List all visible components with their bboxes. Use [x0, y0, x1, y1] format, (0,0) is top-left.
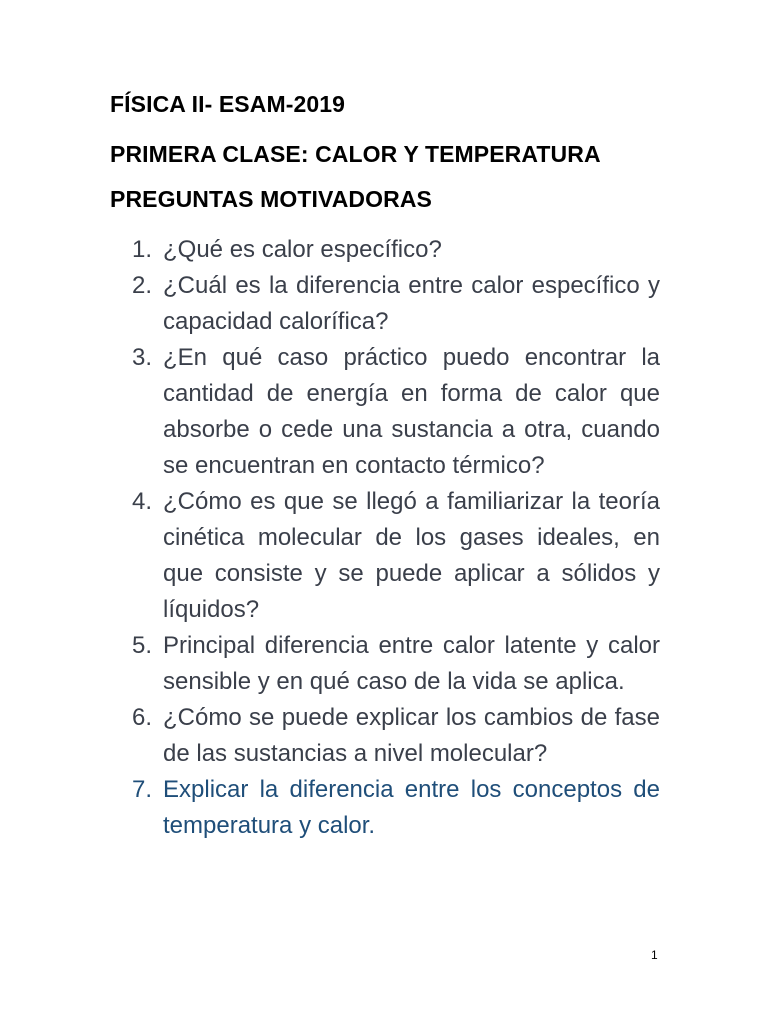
- question-number: 3.: [132, 344, 153, 371]
- question-number: 7.: [132, 776, 153, 803]
- question-text: ¿Cómo es que se llegó a familiarizar la teoría cinética molecular de los gases ideales, en que consiste y se puede aplicar a sólidos y líquidos?: [163, 488, 660, 623]
- question-number: 5.: [132, 632, 153, 659]
- document-title: FÍSICA II- ESAM-2019: [110, 91, 346, 117]
- question-text: ¿En qué caso práctico puedo encontrar la cantidad de energía en forma de calor que absorbe o cede una sustancia a otra, cuando se encuentran en contacto térmico?: [163, 344, 660, 479]
- page-number: 1: [651, 948, 658, 962]
- section-heading: PREGUNTAS MOTIVADORAS: [110, 186, 432, 212]
- question-list: [120, 232, 660, 844]
- question-number: 1.: [132, 236, 153, 263]
- question-number: 6.: [132, 704, 153, 731]
- question-text: ¿Cómo se puede explicar los cambios de fase de las sustancias a nivel molecular?: [163, 704, 660, 767]
- question-item-7: [120, 772, 660, 844]
- question-text: Explicar la diferencia entre los conceptos de temperatura y calor.: [163, 776, 660, 839]
- question-item-3: [120, 340, 660, 484]
- question-item-2: [120, 268, 660, 340]
- question-item-5: [120, 628, 660, 700]
- question-text: ¿Cuál es la diferencia entre calor específico y capacidad calorífica?: [163, 272, 660, 335]
- question-item-6: [120, 700, 660, 772]
- question-number: 2.: [132, 272, 153, 299]
- question-text: Principal diferencia entre calor latente y calor sensible y en qué caso de la vida se aplica.: [163, 632, 660, 695]
- question-item-1: [120, 232, 660, 268]
- question-text: ¿Qué es calor específico?: [163, 236, 442, 263]
- question-number: 4.: [132, 488, 153, 515]
- class-subtitle: PRIMERA CLASE: CALOR Y TEMPERATURA: [110, 141, 601, 167]
- question-item-4: [120, 484, 660, 628]
